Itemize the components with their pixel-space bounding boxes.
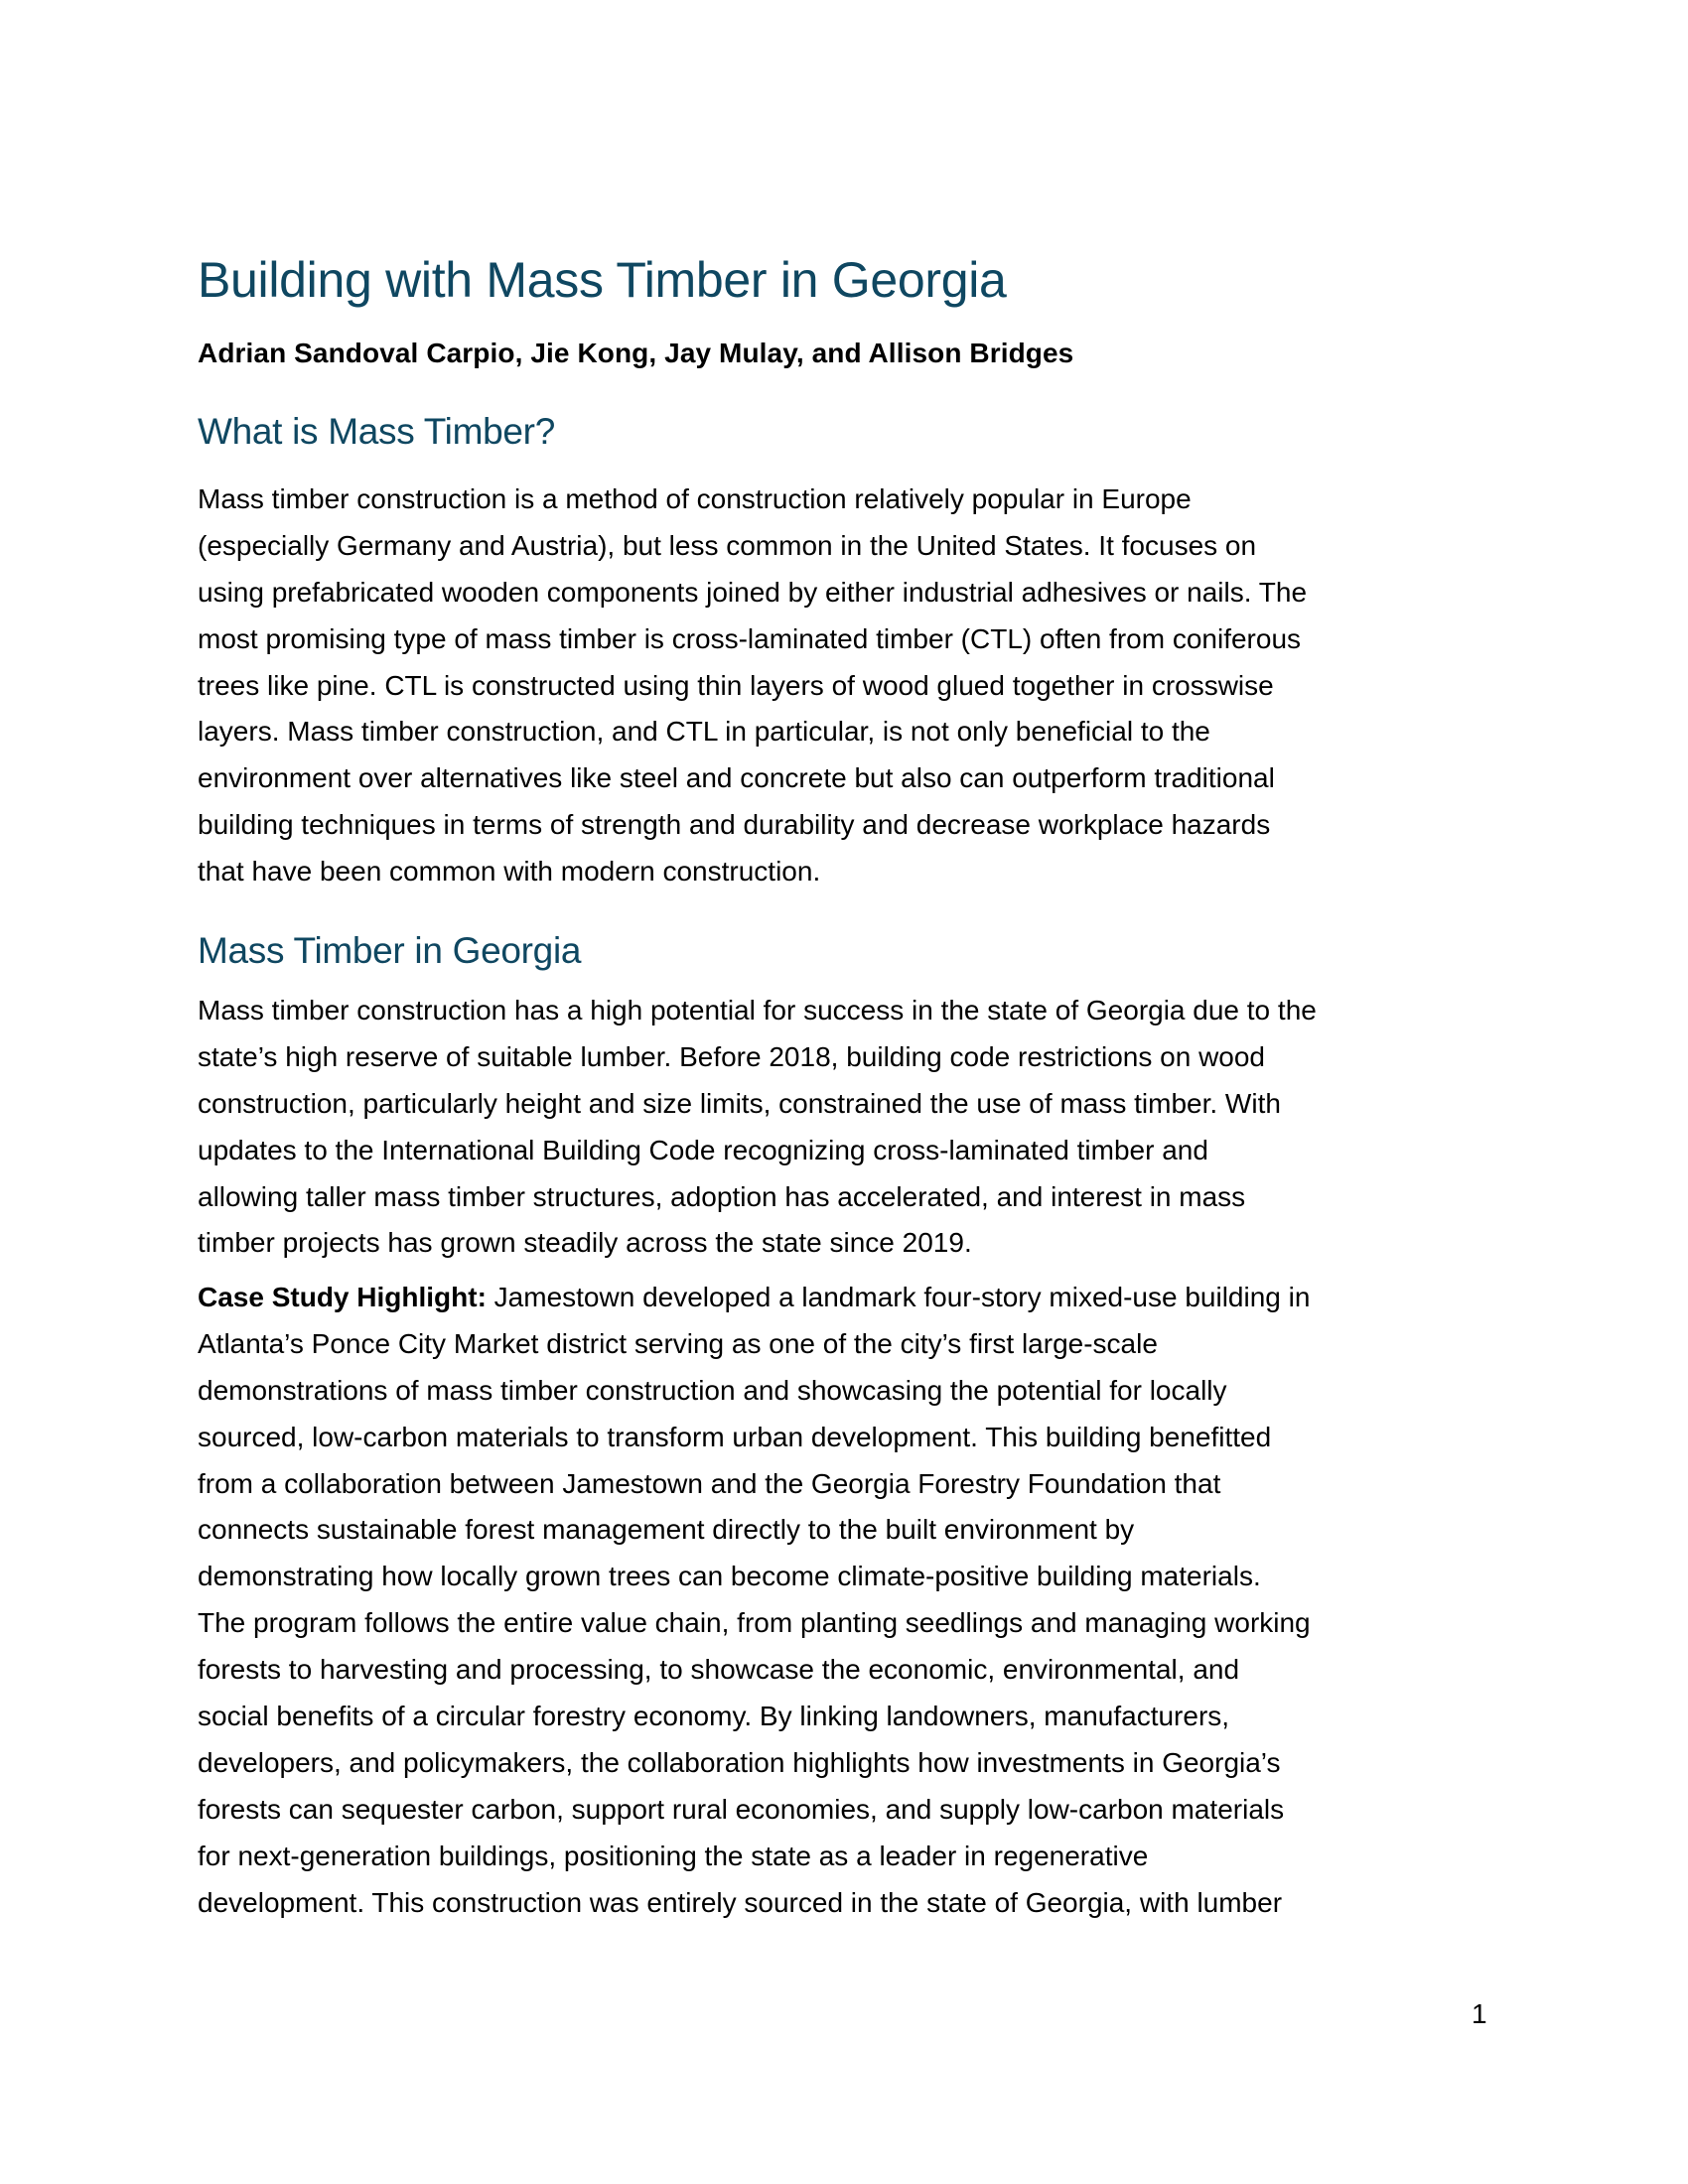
text-line [198,1275,1311,1321]
text-line: state’s high reserve of suitable lumber. Before 2018, building code restrictions on wood [198,1040,1266,1072]
section-heading-what-is-mass-timber: What is Mass Timber? [198,411,555,452]
text-line: social benefits of a circular forestry economy. By linking landowners, manufacturers, [198,1701,1230,1732]
text-line: Mass timber construction is a method of construction relatively popular in Europe [198,483,1192,514]
text-line: developers, and policymakers, the collaboration highlights how investments in Georgia’s [198,1746,1281,1778]
text-line: (especially Germany and Austria), but less common in the United States. It focuses on [198,529,1257,561]
text-line: layers. Mass timber construction, and CTL in particular, is not only beneficial to the [198,716,1210,748]
case-study-label: Case Study Highlight: [198,1282,487,1312]
text-line: sourced, low-carbon materials to transform urban development. This building benefitted [198,1421,1272,1452]
section-heading-mass-timber-in-georgia: Mass Timber in Georgia [198,930,582,971]
text-line: that have been common with modern construction. [198,856,821,887]
paragraph-what-is-mass-timber [198,477,1307,895]
text-line: forests can sequester carbon, support rural economies, and supply low-carbon materials [198,1793,1285,1825]
text-line: demonstrating how locally grown trees can become climate-positive building materials. [198,1561,1261,1592]
text-line: most promising type of mass timber is cross-laminated timber (CTL) often from coniferous [198,622,1302,654]
document-title: Building with Mass Timber in Georgia [198,252,1007,308]
page-number: 1 [1472,1998,1487,2029]
text-line: trees like pine. CTL is constructed using thin layers of wood glued together in crosswise [198,669,1274,701]
text-line: from a collaboration between Jamestown and the Georgia Forestry Foundation that [198,1467,1221,1499]
text-line: construction, particularly height and size limits, constrained the use of mass timber. With [198,1087,1281,1119]
paragraph-mass-timber-in-georgia [198,988,1317,1267]
text-line: development. This construction was entirely sourced in the state of Georgia, with lumber [198,1886,1283,1918]
text-line: building techniques in terms of strength and durability and decrease workplace hazards [198,809,1271,841]
text-line: connects sustainable forest management directly to the built environment by [198,1514,1135,1546]
text-line: updates to the International Building Code recognizing cross-laminated timber and [198,1134,1208,1165]
text-line: allowing taller mass timber structures, adoption has accelerated, and interest in mass [198,1180,1246,1212]
text-line: The program follows the entire value chain, from planting seedlings and managing working [198,1607,1311,1639]
paragraph-case-study-highlight [198,1275,1311,1926]
text-line: demonstrations of mass timber construction and showcasing the potential for locally [198,1374,1227,1406]
text-line: environment over alternatives like steel and concrete but also can outperform traditional [198,762,1275,794]
text-line: Mass timber construction has a high potential for success in the state of Georgia due to the [198,995,1317,1025]
text-line: timber projects has grown steadily across the state since 2019. [198,1227,972,1259]
text-line: using prefabricated wooden components joined by either industrial adhesives or nails. The [198,576,1308,608]
author-list: Adrian Sandoval Carpio, Jie Kong, Jay Mulay, and Allison Bridges [198,338,1074,368]
text-line: for next-generation buildings, positioning the state as a leader in regenerative [198,1840,1149,1871]
text-fragment: Jamestown developed a landmark four-story mixed-use building in [486,1282,1311,1312]
text-line: forests to harvesting and processing, to showcase the economic, environmental, and [198,1654,1240,1686]
text-line: Atlanta’s Ponce City Market district serving as one of the city’s first large-scale [198,1327,1158,1359]
